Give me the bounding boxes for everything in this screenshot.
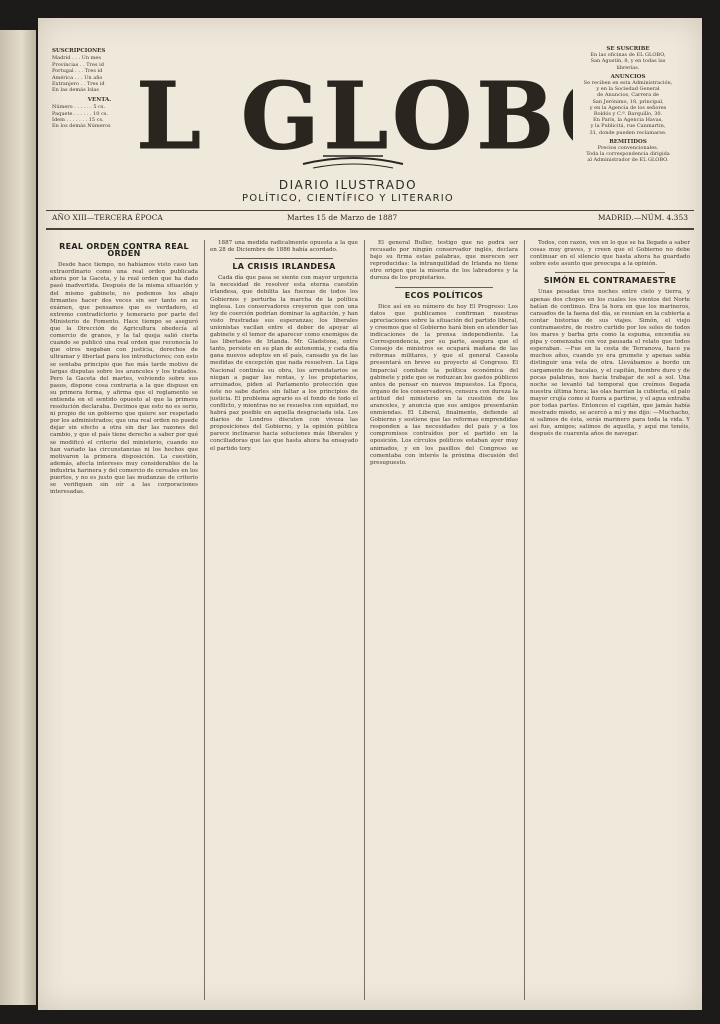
masthead-rule-bottom xyxy=(46,228,694,230)
ads-heading: ANUNCIOS xyxy=(610,73,646,80)
subscribe-line: al Administrador de EL GLOBO. xyxy=(587,157,669,164)
column-rule xyxy=(204,240,205,1000)
masthead-title: L GLOB xyxy=(136,62,560,170)
article-heading: ECOS POLÍTICOS xyxy=(404,290,484,300)
article-body: Cada día que pasa se siente con mayor urgencia la necesidad de resolver esta eterna cuestión irlandesa, que debilita las fuerzas de todos los Gobiernos y perturba la marcha de la política inglesa. Los conservadores creyeron que con una ley de coerción podrían dominar la agitación, y han visto frustradas sus esperanzas; los liberales unionistas vacilan entre el deber de apoyar al gabinete y el temor de aparecer como enemigos de las libertades de Irlanda. Mr. Gladstone, entre tanto, persiste en su plan de autonomía, y cada día gana nuevos adeptos en el país, cansado ya de las medidas de excepción que nada resuelven. La Liga Nacional continúa su obra, los arrendatarios se niegan a pagar las rentas, y los propietarios, arruinados, piden al Parlamento protección que éste no sabe darles sin faltar a los principios de justicia. El problema agrario es el fondo de todo el conflicto, y mientras no se resuelva con equidad, no habrá paz posible en aquella desgraciada isla. Los diarios de Londres discuten con viveza las proposiciones del Gobierno, y la opinión pública parece inclinarse hacia soluciones más liberales y conciliadoras que las que hasta ahora ha ensayado el partido tory. xyxy=(210,275,358,452)
tagline-line-2: POLÍTICO, CIENTÍFICO Y LITERARIO xyxy=(242,193,454,204)
article-continuation: El general Buller, testigo que no podrá ser recusado por ningún conservador inglés, declara bajo su firma estas palabras, que merecen ser reproducidas: la intranquilidad de Irlanda no tiene otro origen que la miseria de los labradores y la dureza de los propietarios. xyxy=(370,240,518,282)
subscribe-line: Se reciben en esta Administración, xyxy=(583,80,673,87)
column-rule xyxy=(524,240,525,1000)
article-heading: SIMÓN EL CONTRAMAESTRE xyxy=(543,276,677,286)
issue-era: AÑO XIII—TERCERA ÉPOCA xyxy=(52,213,163,222)
article-heading: LA CRISIS IRLANDESA xyxy=(232,262,336,272)
subscribe-line: En París, la Agencia Havas, xyxy=(593,117,663,124)
subscribe-line: 31, donde pueden reclamarse. xyxy=(589,129,667,136)
column-rule xyxy=(364,240,365,1000)
article-heading: REAL ORDEN CONTRA REAL ORDEN xyxy=(59,242,189,259)
column-4 xyxy=(530,240,690,1000)
subscribe-line: y en la Sociedad General xyxy=(596,86,660,93)
article-continuation: 1887 una medida radicalmente opuesta a la que en 28 de Diciembre de 1886 había acordado. xyxy=(210,240,358,254)
issue-line xyxy=(52,213,688,227)
article-body: Dice así en su número de hoy El Progreso: Los datos que publicamos confirman nuestras apreciaciones sobre la situación del partido liberal, y creemos que el Gobierno hará bien en atender las indicaciones de la prensa independiente. La Correspondencia, por su parte, asegura que el Consejo de ministros se ocupará mañana de las reformas militares, y que el general Cassola presentará en breve su proyecto al Congreso. El Imparcial combate la política económica del gabinete y pide que se reduzcan los gastos públicos antes de pensar en nuevos impuestos. La Época, órgano de los conservadores, censura con dureza la actitud del ministerio en la cuestión de los aranceles, y anuncia que sus amigos presentarán enmiendas. El Liberal, finalmente, defiende al Gobierno y sostiene que las reformas emprendidas responden a las necesidades del país y a los compromisos contraídos por el partido en la oposición. Los círculos políticos estaban ayer muy animados, y en los pasillos del Congreso se comentaba con interés la próxima discusión del presupuesto. xyxy=(370,303,518,466)
sale-heading: VENTA. xyxy=(87,96,112,103)
masthead-logo xyxy=(133,56,573,176)
subscribe-line: Precios convencionales. xyxy=(597,145,659,152)
subscribe-line: Roldós y C.ª. Barquillo, 30. xyxy=(593,111,663,118)
article-continuation: Todos, con razón, ven en lo que se ha llegado a saber cosas muy graves, y creen que el Gobierno no debe continuar en el silencio que hasta ahora ha guardado sobre este asunto que preocupa a la opinión. xyxy=(530,240,690,268)
article-body: Unas pesadas tres noches entre cielo y tierra, y apenas dos chopos en los cuales los vientos del Norte batían de continuo. Era la hora en que los marineros, cansados de la faena del día, se reunían en la cubierta a contar historias de sus viajes. Simón, el viejo contramaestre, de rostro curtido por los soles de todos los mares y barba gris como la espuma, encendía su pipa y comenzaba con voz pausada el relato que todos esperaban. —Fue en la costa de Terranova, hace ya muchos años, cuando yo era grumete y apenas sabía distinguir una vela de otra. Llevábamos a bordo un cargamento de bacalao, y el capitán, hombre duro y de pocas palabras, nos hacía trabajar de sol a sol. Una noche se levantó tal temporal que creímos llegada nuestra última hora; las olas barrían la cubierta, el palo mayor crujía como si fuera a partirse, y el agua entraba por todas partes. Entonces el capitán, que jamás había mostrado miedo, se acercó a mí y me dijo: —Muchacho, si salimos de ésta, serás marinero para toda la vida. Y así fue, amigos; salimos de aquella, y aquí me tenéis, después de cuarenta años de navegar. xyxy=(530,289,690,438)
subscribe-line: San Jerónimo, 18, principal, xyxy=(592,98,664,105)
subscription-row: Provincias . . Tres id xyxy=(52,61,104,68)
article-body: Desde hace tiempo, no habíamos visto caso tan extraordinario como una real orden publicada ahora por la Gaceta, y la real orden que ha dado pasó inadvertida. Después de la misma situación y del mismo gabinete, no podemos los abajo firmantes hacer dos veces sin ser tanto en su exámen, que pensamos que es verdadero, el extremo contradictorio y temerario por parte del Ministerio de Fomento. Hace tiempo se aseguró que la Dirección de Agricultura obedecía al comercio de granos, y la tal queja salió cierta cuando se publicó una real orden que reconocía lo que otros negaban con justicia, derechos de ultramar y libertad para los introductores; con esto se sentaba principio que fue más tarde motivo de largas disputas sobre los aranceles y los tratados. Pero la Gaceta del martes, volviendo sobre sus pasos, dispone cosa contraria a la que dispuso en su primera forma, y afirma que el reglamento se entienda en el sentido opuesto al que la primera resolución declaraba. Decimos que esto no es serio, ni propio de un gobierno que quiere ser respetado por los administrados; que una real orden no puede dejar sin efecto a otra sin dar las razones del cambio, y que el país tiene derecho a saber por qué se modificó el criterio del ministerio, cuando no han variado las circunstancias ni los hechos que motivaron la primera disposición. La cuestión, además, afecta intereses muy considerables de la industria harinera y del comercio de cereales en los puertos, y no es justo que las mudanzas de criterio se verifiquen sin oír a las corporaciones interesadas. xyxy=(50,262,198,496)
previous-page-edge xyxy=(0,30,36,1005)
tagline-line-1: DIARIO ILUSTRADO xyxy=(278,178,418,192)
column-3 xyxy=(370,240,518,1000)
masthead-rule-top xyxy=(46,210,694,211)
column-1 xyxy=(50,240,198,1000)
subscribe-heading: SE SUSCRIBE xyxy=(606,46,650,52)
subscribe-line: San Agustín, 8, y en todas las xyxy=(590,58,666,65)
subscription-row: América . . . Un año xyxy=(52,74,103,81)
subscription-row: Portugal . . . Tres id xyxy=(52,68,103,75)
issue-date: Martes 15 de Marzo de 1887 xyxy=(287,213,398,222)
sale-row: En los demás Números xyxy=(52,123,111,130)
column-2 xyxy=(210,240,358,1000)
issue-number: MADRID.—NÚM. 4.353 xyxy=(597,213,688,222)
newspaper-page xyxy=(38,18,702,1010)
subscribe-line: Toda la correspondencia dirigida xyxy=(586,151,670,158)
subscribe-line: de Anuncios, Carrera de xyxy=(597,92,659,99)
sale-row: Número . . . . . . 5 cs. xyxy=(52,104,106,111)
subscribe-line: librerías. xyxy=(616,64,640,71)
remitidos-heading: REMITIDOS xyxy=(609,138,647,145)
article-separator xyxy=(395,287,493,288)
subscription-row: En las demás Islas xyxy=(52,87,99,94)
sale-row: Paquete . . . . . . 10 cs. xyxy=(52,110,109,117)
subscribe-line: y en la Agencia de los señores xyxy=(589,104,667,111)
subscribe-info-box xyxy=(568,46,688,164)
subscription-row: Extranjero . . Tres id xyxy=(52,81,105,88)
article-separator xyxy=(235,258,333,259)
subscribe-line: En las oficinas de EL GLOBO, xyxy=(590,52,666,59)
article-separator xyxy=(555,272,665,273)
masthead-tagline xyxy=(188,178,508,204)
subscribe-line: y la Publicitá, rue Canmartin, xyxy=(590,123,666,130)
subscription-heading: SUSCRIPCIONES xyxy=(52,48,106,54)
masthead-logo-art xyxy=(133,56,573,176)
sale-row: Idem . . . . . . . 15 cs. xyxy=(52,117,104,124)
subscription-row: Madrid . . . Un mes xyxy=(52,55,101,62)
